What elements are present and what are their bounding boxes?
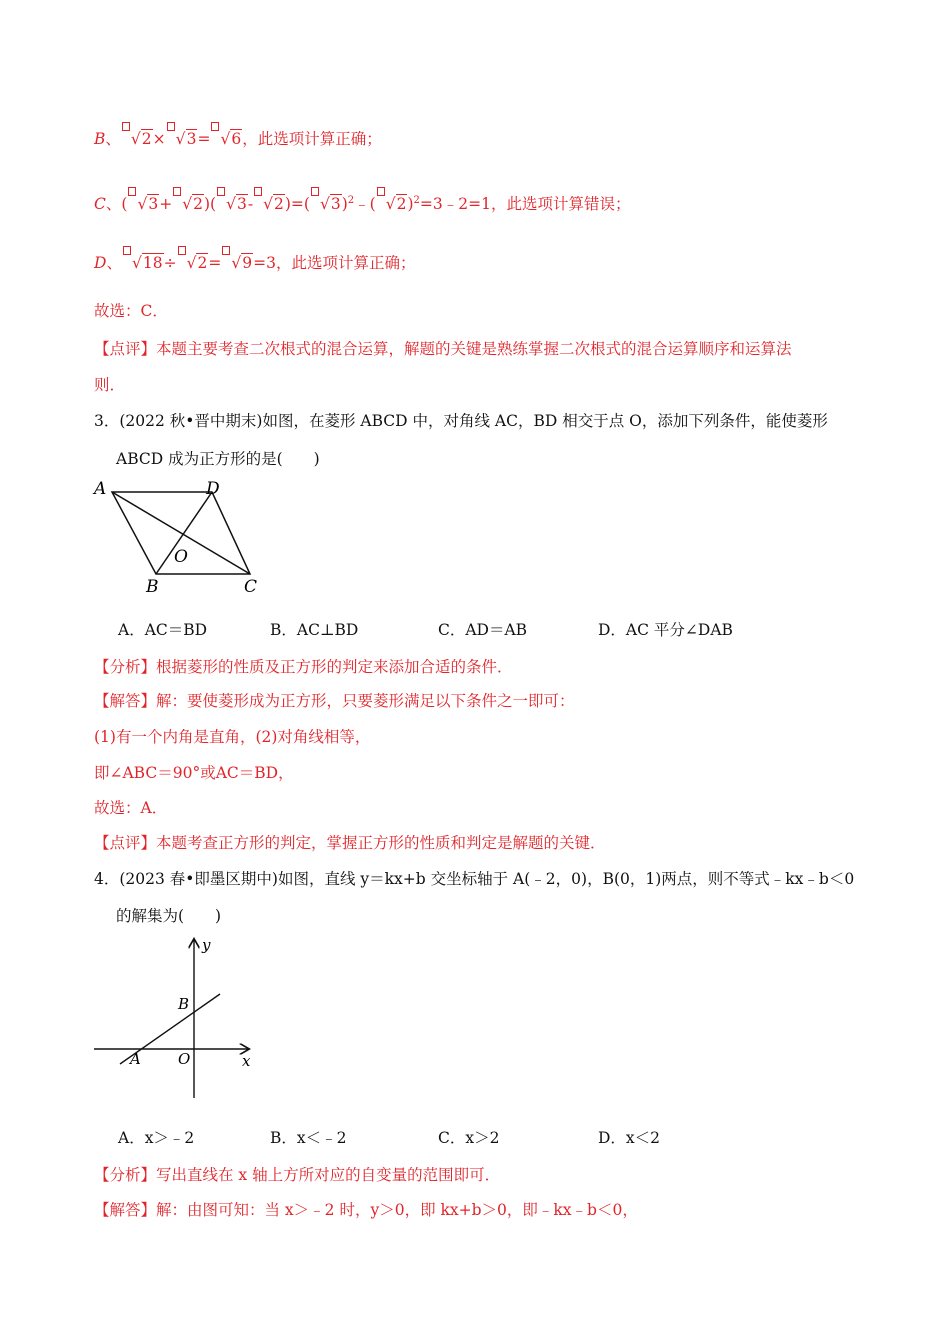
q4-label-y: y xyxy=(202,936,211,954)
q3-answer-line1: 【解答】解：要使菱形成为正方形，只要菱形满足以下条件之一即可： xyxy=(94,692,575,710)
q3-stem-line2: ABCD 成为正方形的是( ) xyxy=(116,450,320,468)
q4-analysis: 【分析】写出直线在 x 轴上方所对应的自变量的范围即可． xyxy=(94,1166,501,1184)
option-d-solution: D、 √18÷ √2= √9=3，此选项计算正确； xyxy=(94,252,415,274)
q4-answer-line1: 【解答】解：由图可知：当 x＞﹣2 时，y＞0，即 kx+b＞0，即﹣kx﹣b＜0， xyxy=(94,1201,638,1219)
q4-option-c[interactable]: C．x＞2 xyxy=(438,1129,500,1147)
q3-comment: 【点评】本题考查正方形的判定，掌握正方形的性质和判定是解题的关键． xyxy=(94,834,606,852)
q3-label-o: O xyxy=(174,547,188,567)
q3-answer-line4: 故选：A． xyxy=(94,799,168,817)
q3-label-c: C xyxy=(244,577,258,597)
q3-stem-line1: 3．(2022 秋•晋中期末)如图，在菱形 ABCD 中，对角线 AC，BD 相交于点 O，添加下列条件，能使菱形 xyxy=(94,412,828,430)
prev-comment-line1: 【点评】本题主要考查二次根式的混合运算，解题的关键是熟练掌握二次根式的混合运算顺序和运算法 xyxy=(94,340,792,358)
q4-stem-line2: 的解集为( ) xyxy=(116,907,222,925)
prev-conclusion: 故选：C． xyxy=(94,302,168,320)
q3-analysis: 【分析】根据菱形的性质及正方形的判定来添加合适的条件． xyxy=(94,658,513,676)
q3-answer-line3: 即∠ABC＝90°或AC＝BD， xyxy=(94,764,294,782)
q3-label-d: D xyxy=(206,479,220,499)
q4-stem-line1: 4．(2023 春•即墨区期中)如图，直线 y＝kx+b 交坐标轴于 A(﹣2，0)，B(0，1)两点，则不等式﹣kx﹣b＜0 xyxy=(94,870,855,888)
q4-option-a[interactable]: A．x＞﹣2 xyxy=(118,1129,195,1147)
q3-label-a: A xyxy=(94,479,107,499)
q3-option-c[interactable]: C．AD＝AB xyxy=(438,621,528,639)
prev-comment-line2: 则． xyxy=(94,376,126,394)
q4-label-x: x xyxy=(242,1052,251,1070)
q3-label-b: B xyxy=(146,577,159,597)
q3-option-d[interactable]: D．AC 平分∠DAB xyxy=(598,621,733,639)
q3-rhombus-figure xyxy=(90,474,270,600)
q4-label-b: B xyxy=(178,995,190,1013)
q4-label-a: A xyxy=(130,1050,141,1068)
q3-option-a[interactable]: A．AC＝BD xyxy=(118,621,208,639)
option-c-solution: C、( √3+ √2)( √3- √2)=( √3)$^2$﹣( √2)$^2$=3﹣2=1，此选项计算错误； xyxy=(94,190,630,215)
q4-label-o: O xyxy=(178,1050,191,1068)
q4-option-d[interactable]: D．x＜2 xyxy=(598,1129,661,1147)
q3-answer-line2: (1)有一个内角是直角，(2)对角线相等， xyxy=(94,728,371,746)
q4-line-graph xyxy=(90,932,262,1100)
option-b-solution: B、 √2× √3= √6，此选项计算正确； xyxy=(94,128,382,150)
q4-option-b[interactable]: B．x＜﹣2 xyxy=(270,1129,347,1147)
q3-option-b[interactable]: B．AC⊥BD xyxy=(270,621,359,639)
